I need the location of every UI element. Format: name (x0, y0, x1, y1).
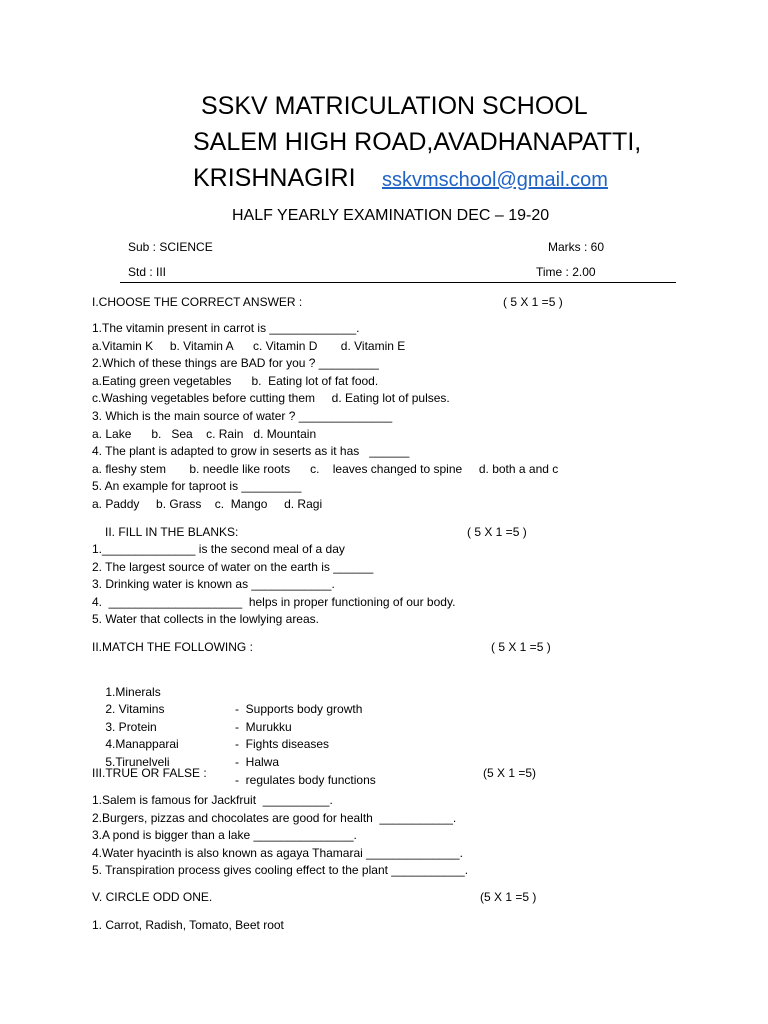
subject-label: Sub : SCIENCE (128, 240, 213, 254)
question-line: 4. ____________________ helps in proper functioning of our body. (92, 594, 456, 609)
question-line: 5. An example for taproot is _________ (92, 479, 302, 494)
section5-marks: (5 X 1 =5 ) (480, 890, 537, 904)
section2-marks: ( 5 X 1 =5 ) (467, 525, 527, 539)
section5-questions (92, 917, 284, 935)
section1-marks: ( 5 X 1 =5 ) (503, 295, 563, 309)
question-line: a.Eating green vegetables b. Eating lot of fat food. (92, 373, 379, 388)
question-line: 1. Carrot, Radish, Tomato, Beet root (92, 918, 284, 932)
question-line: a. Paddy b. Grass c. Mango d. Ragi (92, 496, 323, 511)
standard-label: Std : III (128, 265, 167, 279)
school-name: SSKV MATRICULATION SCHOOL (201, 92, 588, 120)
exam-title: HALF YEARLY EXAMINATION DEC – 19-20 (232, 207, 550, 224)
section5-title: V. CIRCLE ODD ONE. (92, 890, 213, 904)
school-address: SALEM HIGH ROAD,AVADHANAPATTI, (193, 128, 642, 156)
question-line: c.Washing vegetables before cutting them d. Eating lot of pulses. (92, 391, 450, 406)
question-line: 4. The plant is adapted to grow in seserts as it has ______ (92, 444, 410, 459)
school-city: KRISHNAGIRI (193, 164, 356, 192)
section1-questions (92, 320, 558, 514)
question-line: a.Vitamin K b. Vitamin A c. Vitamin D d. Vitamin E (92, 338, 406, 353)
question-line: a. Lake b. Sea c. Rain d. Mountain (92, 426, 317, 441)
match-left: 1.Minerals (105, 684, 161, 699)
match-right: - Supports body growth (235, 702, 363, 717)
section4-title: III.TRUE OR FALSE : (92, 766, 207, 780)
question-line: 2.Burgers, pizzas and chocolates are good for health ___________. (92, 810, 457, 825)
header-divider (120, 282, 676, 283)
section4-questions (92, 792, 468, 880)
section2-questions (92, 541, 455, 629)
question-line: 2. The largest source of water on the earth is ______ (92, 559, 374, 574)
question-line: 2.Which of these things are BAD for you ? _________ (92, 356, 379, 371)
question-line: 3. Which is the main source of water ? ______________ (92, 408, 393, 423)
section3-marks: ( 5 X 1 =5 ) (491, 640, 551, 654)
match-right: - regulates body functions (235, 772, 376, 787)
time-label: Time : 2.00 (536, 265, 596, 279)
match-left: 5.Tirunelveli (105, 754, 170, 769)
question-line: a. fleshy stem b. needle like roots c. leaves changed to spine d. both a and c (92, 461, 559, 476)
match-left: 4.Manapparai (105, 737, 179, 752)
match-left: 3. Protein (105, 719, 157, 734)
section3-title: II.MATCH THE FOLLOWING : (92, 640, 253, 654)
question-line: 1.The vitamin present in carrot is _____________. (92, 321, 360, 335)
section2-title: II. FILL IN THE BLANKS: (105, 525, 239, 539)
question-line: 1.Salem is famous for Jackfruit __________. (92, 793, 333, 807)
question-line: 5. Transpiration process gives cooling effect to the plant ___________. (92, 863, 469, 878)
question-line: 3. Drinking water is known as ____________. (92, 577, 335, 592)
question-line: 1.______________ is the second meal of a day (92, 542, 345, 556)
section1-title: I.CHOOSE THE CORRECT ANSWER : (92, 295, 303, 309)
marks-label: Marks : 60 (548, 240, 605, 254)
match-right: - Halwa (235, 754, 280, 769)
school-email-link[interactable]: sskvmschool@gmail.com (382, 169, 608, 191)
question-line: 5. Water that collects in the lowlying areas. (92, 612, 319, 627)
match-left: 2. Vitamins (105, 702, 165, 717)
match-right: - Murukku (235, 719, 292, 734)
question-line: 4.Water hyacinth is also known as agaya Thamarai ______________. (92, 845, 463, 860)
match-right: - Fights diseases (235, 737, 330, 752)
section4-marks: (5 X 1 =5) (483, 766, 537, 780)
question-line: 3.A pond is bigger than a lake _______________. (92, 828, 357, 843)
